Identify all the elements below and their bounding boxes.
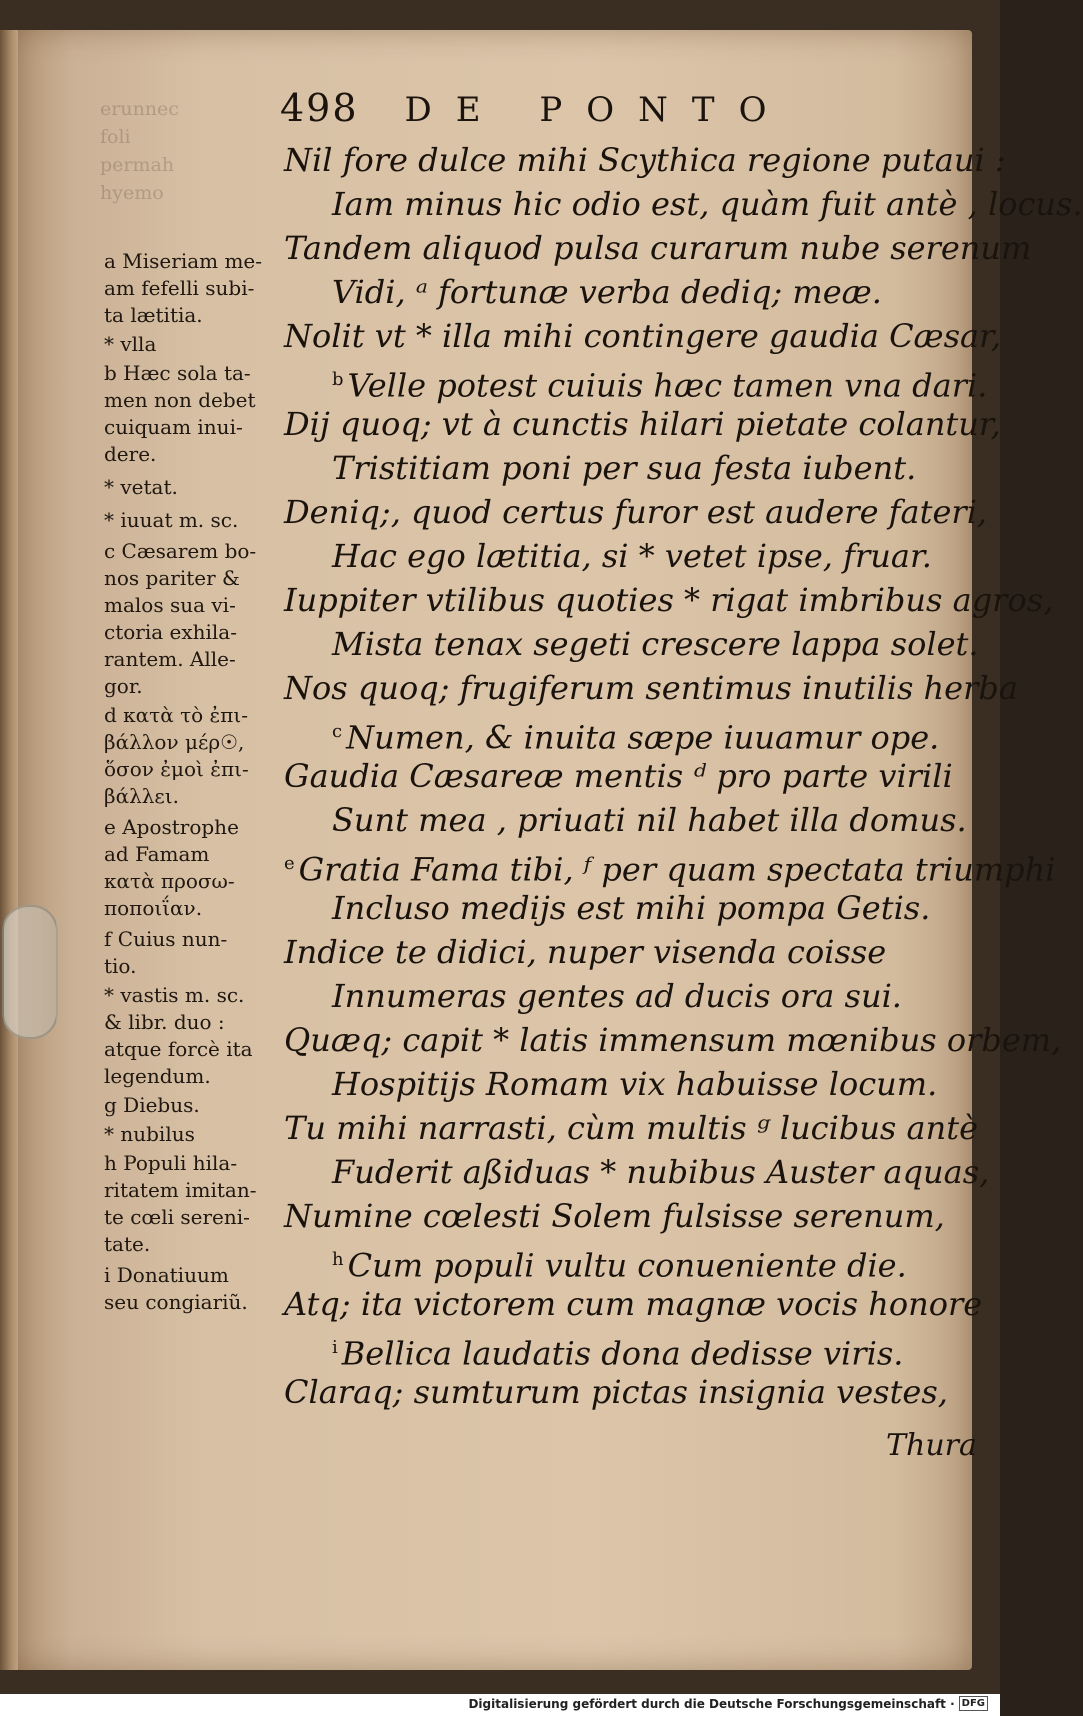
verse-line (284, 1106, 984, 1150)
catchword: Thura (886, 1428, 977, 1463)
marginal-note: h Populi hila- ritatem imitan- te cœli sereni- tate. (104, 1151, 257, 1256)
footer-bar (0, 1694, 1000, 1716)
verse-text: Dij quoq; vt à cunctis hilari pietate colantur, (284, 405, 1001, 443)
verse-line (284, 1326, 984, 1373)
note-reference-mark: h (332, 1249, 344, 1270)
verse-text: Hospitijs Romam vix habuisse locum. (332, 1065, 938, 1103)
verse-text: Vidi, ᵃ fortunæ verba dediq; meæ. (332, 273, 882, 311)
verse-line (284, 1194, 984, 1238)
verse-line (284, 402, 1001, 446)
verse-text: Deniq;, quod certus furor est audere fateri, (284, 493, 988, 531)
verse-text: Indice te didici, nuper visenda coisse (284, 933, 887, 971)
verse-text: Nil fore dulce mihi Scythica regione putaui : (284, 141, 1006, 179)
verse-line (284, 578, 1054, 622)
verse-line (284, 666, 1018, 710)
verse-line (284, 446, 984, 490)
verse-line (284, 314, 1002, 358)
verse-text: Mista tenax segeti crescere lappa solet. (332, 625, 979, 663)
verse-block (284, 138, 1083, 1414)
verse-line (284, 1018, 1062, 1062)
verse-line (284, 182, 1083, 226)
verse-line (284, 358, 988, 405)
verse-text: Incluso medijs est mihi pompa Getis. (332, 889, 931, 927)
marginal-note: * nubilus (104, 1122, 195, 1146)
verse-text: Gaudia Cæsareæ mentis ᵈ pro parte virili (284, 757, 953, 795)
marginal-note: g Diebus. (104, 1093, 200, 1117)
marginal-note: e Apostrophe ad Famam κατὰ προσω- ποποιΐαν. (104, 815, 239, 920)
verse-line (284, 226, 1032, 270)
verse-line (284, 490, 988, 534)
verse-text: Nolit vt * illa mihi contingere gaudia Cæsar, (284, 317, 1002, 355)
verse-line (284, 886, 984, 930)
note-reference-mark: i (332, 1337, 338, 1358)
verse-text: Tandem aliquod pulsa curarum nube serenum (284, 229, 1032, 267)
verse-text: Cum populi vultu conueniente die. (347, 1246, 907, 1285)
marginal-note: b Hæc sola ta- men non debet cuiquam inui- dere. (104, 361, 256, 466)
verse-line (284, 974, 984, 1018)
verse-text: Tristitiam poni per sua festa iubent. (332, 449, 917, 487)
verse-text: Innumeras gentes ad ducis ora sui. (332, 977, 902, 1015)
verse-text: Claraq; sumturum pictas insignia vestes, (284, 1373, 948, 1411)
verse-line (284, 622, 984, 666)
verse-line (284, 1062, 984, 1106)
verse-line (284, 1282, 984, 1326)
credit-text: Digitalisierung gefördert durch die Deutsche Forschungsgemeinschaft · (468, 1696, 955, 1711)
marginal-note: * vastis m. sc. & libr. duo : atque forcè ita legendum. (104, 983, 253, 1088)
verse-line (284, 710, 984, 757)
note-reference-mark: c (332, 721, 343, 742)
verse-text: Iam minus hic odio est, quàm fuit antè , locus. (332, 185, 1083, 223)
dfg-logo: DFG (959, 1696, 988, 1711)
verse-line (284, 534, 984, 578)
verse-text: Tu mihi narrasti, cùm multis ᵍ lucibus antè (284, 1109, 978, 1147)
marginal-note: f Cuius nun- tio. (104, 927, 228, 978)
verse-text: Bellica laudatis dona dedisse viris. (341, 1334, 904, 1373)
verse-line (284, 270, 984, 314)
note-reference-mark: b (332, 369, 344, 390)
marginal-note: c Cæsarem bo- nos pariter & malos sua vi- ctoria exhila- rantem. Alle- gor. (104, 539, 257, 698)
page-header (280, 86, 840, 130)
running-head: DE PONTO (404, 90, 791, 130)
verse-line (284, 138, 1006, 182)
verse-text: Gratia Fama tibi, ᶠ per quam spectata triumphi (298, 850, 1056, 889)
page-edge (0, 30, 18, 1670)
verse-line (284, 1238, 984, 1285)
verse-text: Numen, & inuita sæpe iuuamur ope. (346, 718, 940, 757)
verse-text: Iuppiter vtilibus quoties * rigat imbribus agros, (284, 581, 1054, 619)
footer-credit (468, 1696, 988, 1711)
marginal-notes (104, 248, 289, 1316)
page-clip (2, 905, 58, 1039)
marginal-note: * iuuat m. sc. (104, 508, 239, 532)
verse-text: Atq; ita victorem cum magnæ vocis honore (284, 1285, 983, 1323)
verse-line (284, 1150, 990, 1194)
bleed-through-text: erunnec foli permah hyemo (100, 98, 179, 204)
verse-line (284, 930, 984, 974)
note-reference-mark: e (284, 853, 295, 874)
page-number: 498 (280, 86, 359, 130)
marginal-note: * vlla (104, 332, 157, 356)
verse-text: Fuderit aßiduas * nubibus Auster aquas, (332, 1153, 990, 1191)
verse-line (284, 798, 984, 842)
marginal-note: a Miseriam me- am fefelli subi- ta lætitia. (104, 249, 263, 327)
verse-text: Quæq; capit * latis immensum mœnibus orbem, (284, 1021, 1062, 1059)
verse-text: Nos quoq; frugiferum sentimus inutilis herba (284, 669, 1018, 707)
marginal-note: d κατὰ τὸ ἐπι- βάλλον μέρ☉, ὅσον ἐμοὶ ἐπι- βάλλει. (104, 703, 249, 808)
verse-text: Sunt mea , priuati nil habet illa domus. (332, 801, 967, 839)
marginal-note: i Donatiuum seu congiariũ. (104, 1263, 248, 1314)
verse-text: Hac ego lætitia, si * vetet ipse, fruar. (332, 537, 932, 575)
marginal-note: * vetat. (104, 475, 178, 499)
verse-text: Velle potest cuiuis hæc tamen vna dari. (347, 366, 988, 405)
verse-line (284, 842, 1056, 889)
verse-line (284, 1370, 984, 1414)
verse-text: Numine cœlesti Solem fulsisse serenum, (284, 1197, 945, 1235)
verse-line (284, 754, 984, 798)
